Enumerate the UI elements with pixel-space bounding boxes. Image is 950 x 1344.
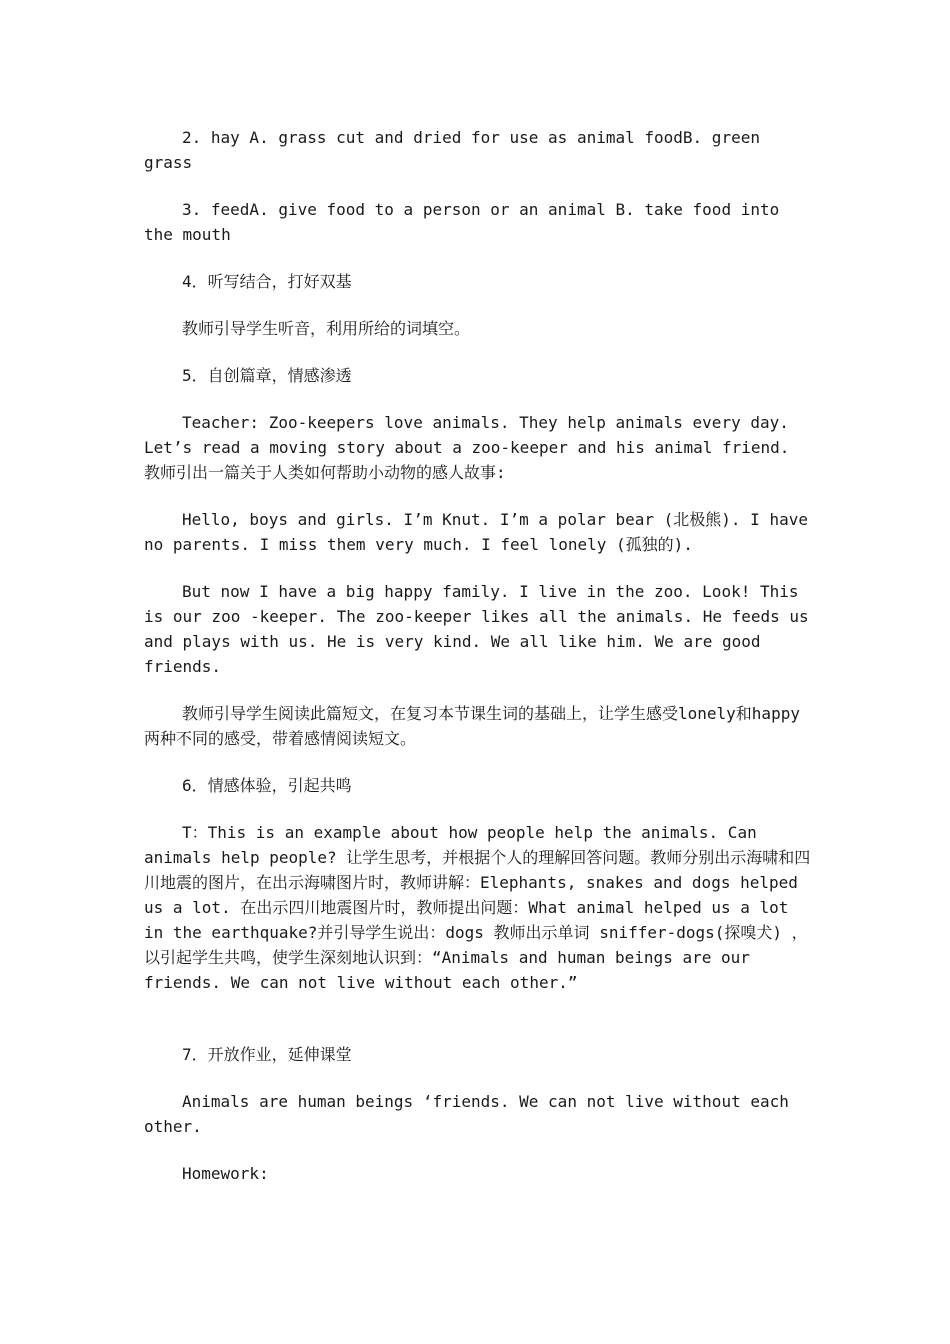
section-heading-4: 4．听写结合，打好双基 <box>182 272 352 291</box>
discussion-paragraph: T：This is an example about how people help the animals. Can animals help people? 让学生思考，并根据个人的理解回答问题。教师分别出示海啸和四川地震的图片，在出示海啸图片时，教师讲解：Elephants, snakes and dogs helped us a lot. 在出示四川地震图片时，教师提出问题：What animal helped us a lot in the earthquake?并引导学生说出：dogs 教师出示单词 sniffer-dogs(探嗅犬) ，以引起学生共鸣，使学生深刻地认识到：“Animals and human beings are our friends. We can not live without each other.” <box>144 823 811 992</box>
instruction-paragraph-reading: 教师引导学生阅读此篇短文，在复习本节课生词的基础上，让学生感受lonely和happy两种不同的感受，带着感情阅读短文。 <box>144 704 800 748</box>
teacher-dialogue: Teacher: Zoo-keepers love animals. They help animals every day. Let’s read a moving story about a zoo-keeper and his animal friend. 教师引出一篇关于人类如何帮助小动物的感人故事: <box>144 413 790 482</box>
story-paragraph-2: But now I have a big happy family. I live in the zoo. Look! This is our zoo -keeper. The zoo-keeper likes all the animals. He feeds us and plays with us. He is very kind. We all like him. We are good friends. <box>144 582 809 676</box>
closing-statement: Animals are human beings ‘friends. We can not live without each other. <box>144 1092 789 1136</box>
section-heading-7: 7．开放作业，延伸课堂 <box>182 1045 352 1064</box>
vocab-item-feed: 3. feedA. give food to a person or an animal B. take food into the mouth <box>144 200 780 244</box>
homework-label: Homework: <box>182 1164 269 1183</box>
instruction-paragraph: 教师引导学生听音，利用所给的词填空。 <box>182 319 471 338</box>
section-heading-5: 5．自创篇章，情感渗透 <box>182 366 352 385</box>
vocab-item-hay: 2. hay A. grass cut and dried for use as animal foodB. green grass <box>144 128 760 172</box>
section-heading-6: 6．情感体验，引起共鸣 <box>182 776 352 795</box>
story-paragraph-1: Hello, boys and girls. I’m Knut. I’m a polar bear (北极熊). I have no parents. I miss them very much. I feel lonely (孤独的). <box>144 510 808 554</box>
